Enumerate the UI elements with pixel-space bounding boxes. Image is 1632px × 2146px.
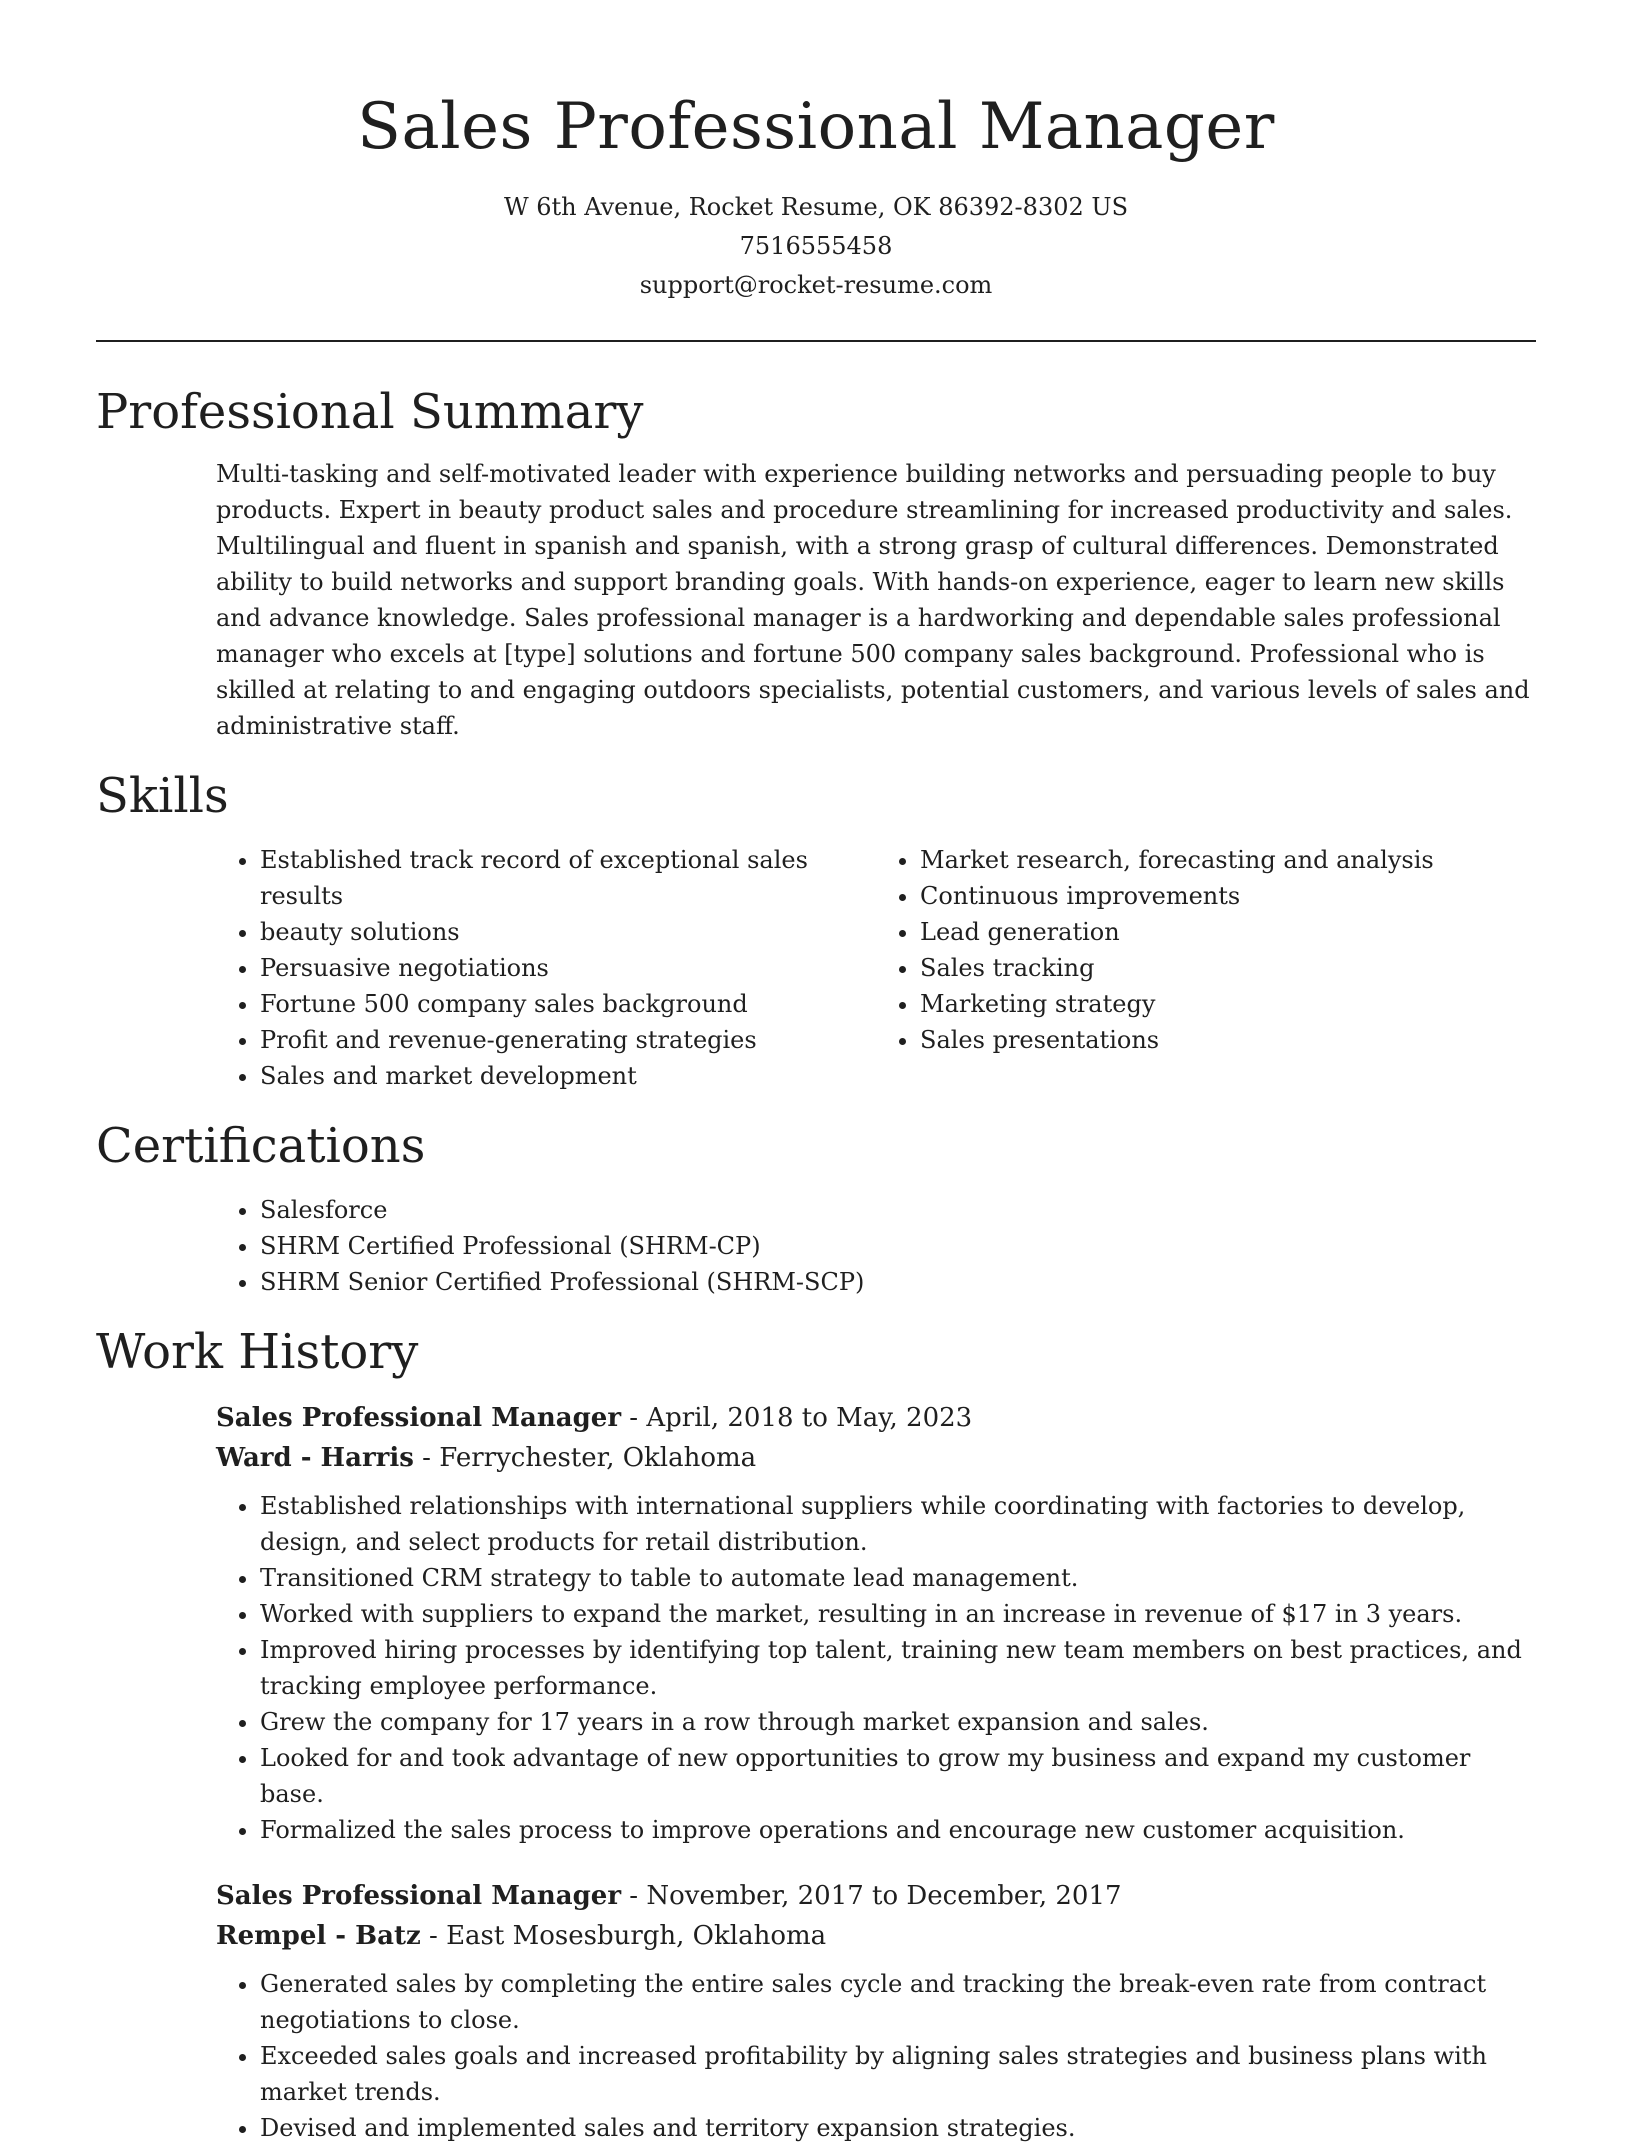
job-bullet: • Exceeded sales goals and increased profitability by aligning sales strategies and business plans with market trends.: [260, 2038, 1536, 2110]
job-company: Rempel - Batz: [216, 1921, 421, 1951]
job-bullet: • Worked with suppliers to expand the market, resulting in an increase in revenue of $17 in 3 years.: [260, 1596, 1536, 1632]
job-entry: [216, 1398, 1536, 1848]
job-location: - East Mosesburgh, Oklahoma: [420, 1921, 827, 1951]
job-bullets: [216, 1488, 1536, 1848]
certification-item: • SHRM Senior Certified Professional (SHRM-SCP): [260, 1264, 1536, 1300]
contact-email: support@rocket-resume.com: [639, 271, 993, 299]
skill-item: • Marketing strategy: [920, 986, 1536, 1022]
skill-item: • Sales and market development: [260, 1058, 876, 1094]
skill-item: • beauty solutions: [260, 914, 876, 950]
work-history-heading: Work History: [96, 1324, 419, 1380]
certifications-heading: Certifications: [96, 1118, 426, 1174]
job-bullet: • Improved hiring processes by identifying top talent, training new team members on best practices, and tracking employee performance.: [260, 1632, 1536, 1704]
job-bullet: • Generated sales by completing the entire sales cycle and tracking the break-even rate from contract negotiations to close.: [260, 1966, 1536, 2038]
job-title: Sales Professional Manager: [216, 1403, 622, 1433]
job-title-line: [216, 1876, 1536, 1916]
resume-page: [96, 0, 1536, 2146]
skills-list-right: [876, 842, 1536, 1094]
job-title: Sales Professional Manager: [216, 1881, 622, 1911]
contact-block: [96, 188, 1536, 305]
skills-grid: [216, 842, 1536, 1094]
job-bullet: • Formalized the sales process to improve operations and encourage new customer acquisition.: [260, 1812, 1536, 1848]
contact-address: W 6th Avenue, Rocket Resume, OK 86392-8302 US: [503, 193, 1129, 221]
certifications-block: [216, 1192, 1536, 1300]
summary-heading: Professional Summary: [96, 384, 644, 440]
job-company-line: [216, 1438, 1536, 1478]
job-bullet: • Grew the company for 17 years in a row through market expansion and sales.: [260, 1704, 1536, 1740]
skill-item: • Fortune 500 company sales background: [260, 986, 876, 1022]
skill-item: • Persuasive negotiations: [260, 950, 876, 986]
job-entry: [216, 1876, 1536, 2146]
job-company-line: [216, 1916, 1536, 1956]
job-company: Ward - Harris: [216, 1443, 414, 1473]
skill-item: • Lead generation: [920, 914, 1536, 950]
skill-item: • Continuous improvements: [920, 878, 1536, 914]
job-dates: - April, 2018 to May, 2023: [621, 1403, 973, 1433]
job-dates: - November, 2017 to December, 2017: [621, 1881, 1122, 1911]
candidate-name: Sales Professional Manager: [357, 90, 1275, 164]
job-bullet: • Transitioned CRM strategy to table to automate lead management.: [260, 1560, 1536, 1596]
job-title-line: [216, 1398, 1536, 1438]
skill-item: • Sales presentations: [920, 1022, 1536, 1058]
contact-phone: 7516555458: [739, 232, 893, 260]
header-divider: [96, 340, 1536, 342]
certification-item: • SHRM Certified Professional (SHRM-CP): [260, 1228, 1536, 1264]
skill-item: • Sales tracking: [920, 950, 1536, 986]
certifications-list: [216, 1192, 1536, 1300]
job-bullet: • Devised and implemented sales and territory expansion strategies.: [260, 2110, 1536, 2146]
skill-item: • Profit and revenue-generating strategies: [260, 1022, 876, 1058]
summary-text: Multi-tasking and self-motivated leader with experience building networks and persuading people to buy products. Expert in beauty product sales and procedure streamlining for increased productivity and sales. Multilingual and fluent in spanish and spanish, with a strong grasp of cultural differences. Demonstrated ability to build networks and support branding goals. With hands-on experience, eager to learn new skills and advance knowledge. Sales professional manager is a hardworking and dependable sales professional manager who excels at [type] solutions and fortune 500 company sales background. Professional who is skilled at relating to and engaging outdoors specialists, potential customers, and various levels of sales and administrative staff.: [216, 460, 1530, 740]
job-bullet: • Looked for and took advantage of new opportunities to grow my business and expand my customer base.: [260, 1740, 1536, 1812]
skill-item: • Market research, forecasting and analysis: [920, 842, 1536, 878]
skills-list-left: [216, 842, 876, 1094]
job-location: - Ferrychester, Oklahoma: [413, 1443, 757, 1473]
skill-item: • Established track record of exceptional sales results: [260, 842, 876, 914]
job-bullets: [216, 1966, 1536, 2146]
certification-item: • Salesforce: [260, 1192, 1536, 1228]
job-bullet: • Established relationships with international suppliers while coordinating with factories to develop, design, and select products for retail distribution.: [260, 1488, 1536, 1560]
skills-heading: Skills: [96, 768, 229, 824]
